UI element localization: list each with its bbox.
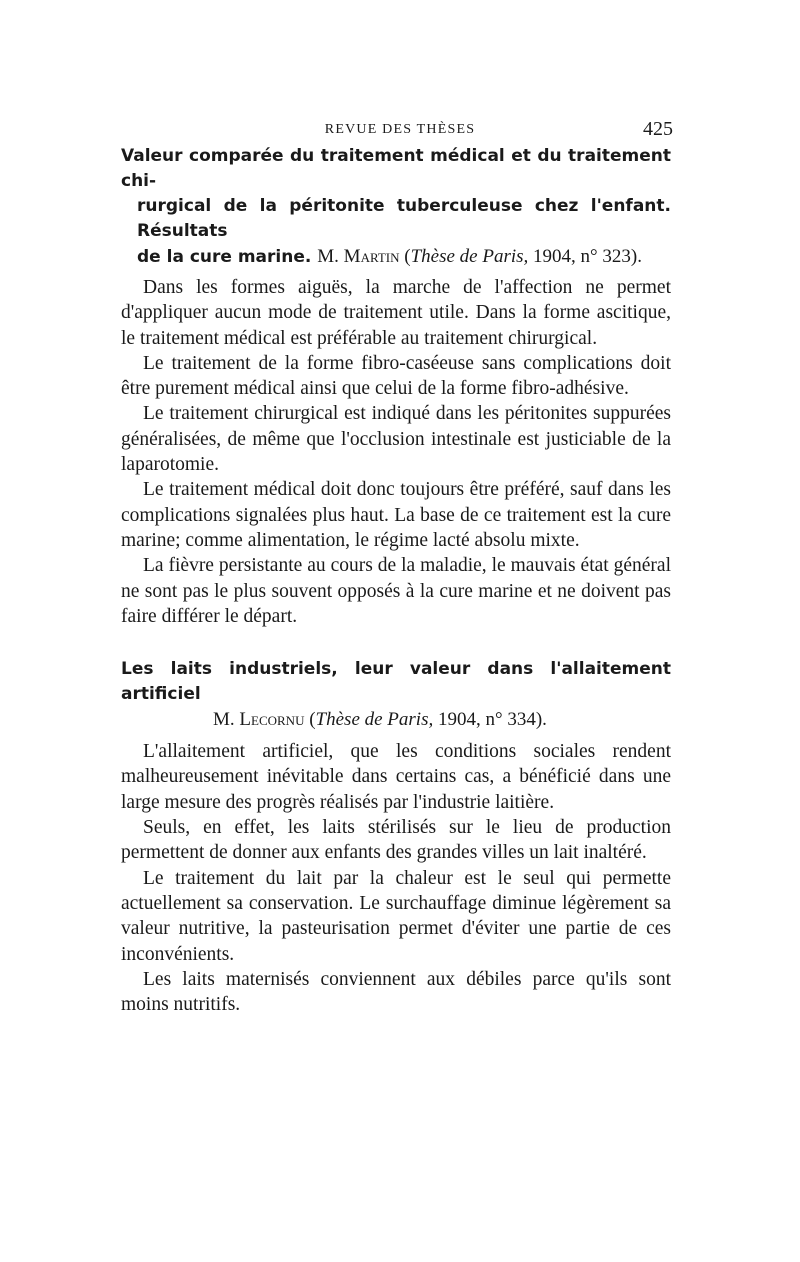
article-body (121, 275, 671, 629)
author-prefix: M. (317, 246, 339, 267)
citation-open: ( (404, 246, 411, 267)
paragraph: Les laits maternisés conviennent aux débiles parce qu'ils sont moins nutritifs. (121, 968, 671, 1016)
author-prefix: M. (213, 709, 235, 731)
running-head-title: REVUE DES THÈSES (324, 122, 476, 137)
citation-open: ( (309, 709, 316, 731)
citation-thesis: Thèse de Paris, (410, 246, 529, 267)
article-martin (121, 144, 671, 629)
title-line-1: Les laits industriels, leur valeur dans l'allaitement artificiel (121, 659, 671, 705)
title-line-2: rurgical de la péritonite tuberculeuse chez l'enfant. Résultats (137, 196, 671, 241)
page (121, 118, 671, 1017)
running-head (121, 118, 671, 144)
paragraph: Le traitement du lait par la chaleur est le seul qui permette actuellement sa conservation. Le surchauffage diminue légèrement sa valeur nutritive, la pasteurisation permet d'éviter une partie de ces inconvénients. (121, 867, 671, 965)
citation-thesis: Thèse de Paris, (315, 709, 434, 731)
article-title (121, 657, 671, 732)
paragraph: Seuls, en effet, les laits stérilisés sur le lieu de production permettent de donner aux enfants des grandes villes un lait inaltéré. (121, 817, 671, 864)
title-line-1: Valeur comparée du traitement médical et du traitement chi- (121, 146, 671, 191)
paragraph: Dans les formes aiguës, la marche de l'affection ne permet d'appliquer aucun mode de traitement utile. Dans la forme ascitique, le traitement médical est préférable au traitement chirurgical. (121, 277, 671, 349)
paragraph: Le traitement médical doit donc toujours être préféré, sauf dans les complications signalées plus haut. La base de ce traitement est la cure marine; comme alimentation, le régime lacté absolu mixte. (121, 479, 671, 551)
title-line-3: de la cure marine. (137, 247, 312, 267)
page-number: 425 (643, 118, 673, 140)
paragraph: Le traitement chirurgical est indiqué dans les péritonites suppurées généralisées, de même que l'occlusion intestinale est justiciable de la laparotomie. (121, 403, 671, 476)
paragraph: L'allaitement artificiel, que les conditions sociales rendent malheureusement inévitable dans certains cas, a bénéficié dans une large mesure des progrès réalisés par l'industrie laitière. (121, 741, 671, 813)
citation-rest: 1904, n° 323). (533, 246, 642, 267)
author-name: Martin (343, 246, 400, 267)
citation-rest: 1904, n° 334). (437, 709, 547, 731)
article-title (121, 144, 671, 270)
paragraph: Le traitement de la forme fibro-caséeuse sans complications doit être purement médical ainsi que celui de la forme fibro-adhésive. (121, 352, 671, 400)
author-name: Lecornu (239, 709, 305, 731)
article-body (121, 739, 671, 1017)
article-lecornu (121, 657, 671, 1017)
paragraph: La fièvre persistante au cours de la maladie, le mauvais état général ne sont pas le plus souvent opposés à la cure marine et ne doivent pas faire différer le départ. (121, 555, 671, 627)
